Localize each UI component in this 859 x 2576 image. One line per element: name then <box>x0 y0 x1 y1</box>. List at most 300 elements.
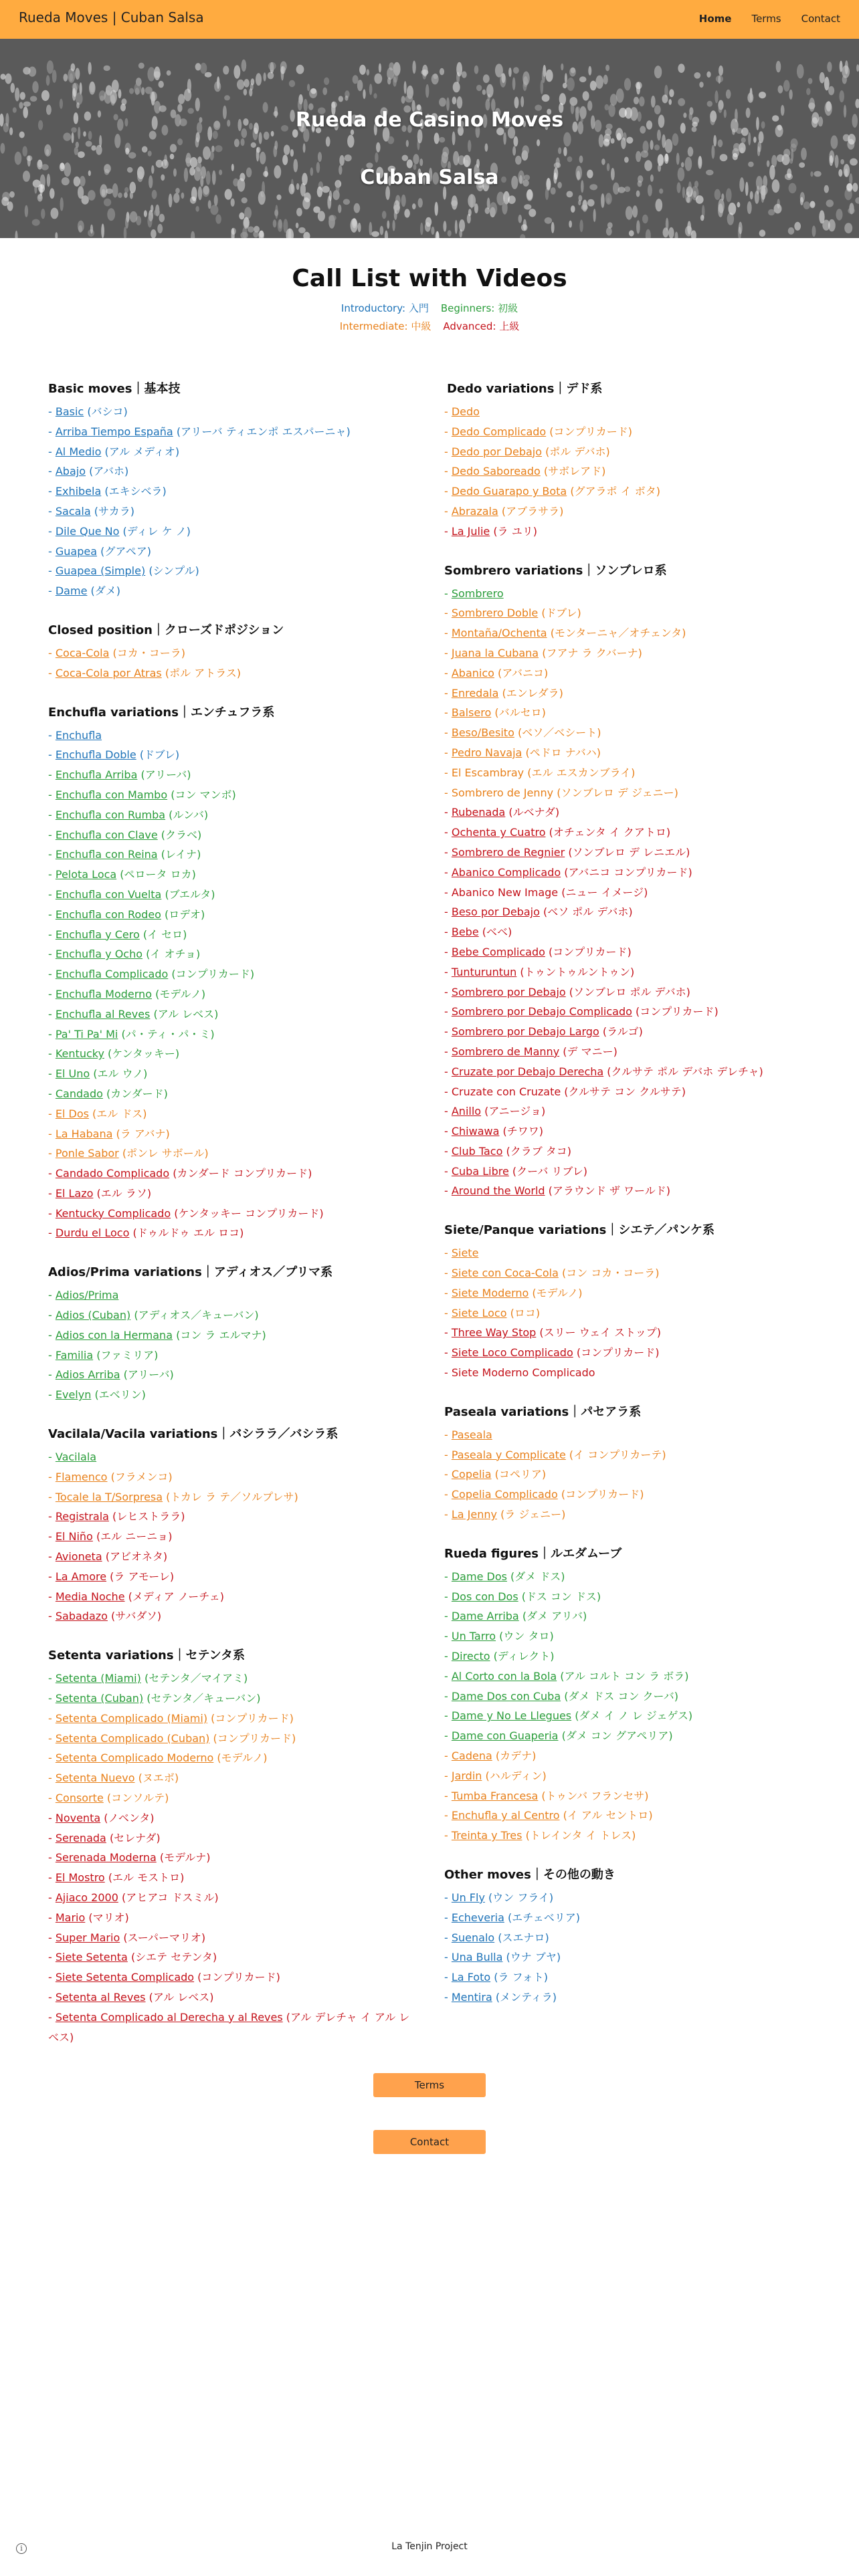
move-item <box>444 481 811 502</box>
move-link-una-bulla[interactable]: Una Bulla <box>451 1951 503 1964</box>
contact-button[interactable]: Contact <box>373 2130 486 2154</box>
move-reading: (サバダソ) <box>111 1610 162 1623</box>
list-dash: - <box>48 788 56 801</box>
move-reading: (ニュー イメージ) <box>561 885 648 899</box>
move-link-setenta-complicado-miami[interactable]: Setenta Complicado (Miami) <box>55 1711 208 1725</box>
move-link-suenalo[interactable]: Suenalo <box>451 1931 495 1944</box>
move-link-bebe[interactable]: Bebe <box>451 926 479 939</box>
move-item <box>444 783 811 803</box>
move-item <box>48 905 415 925</box>
move-link-dedo-guarapo-y-bota[interactable]: Dedo Guarapo y Bota <box>451 485 567 498</box>
move-link-enchufla-con-rodeo[interactable]: Enchufla con Rodeo <box>55 907 161 921</box>
move-link-noventa[interactable]: Noventa <box>55 1811 101 1824</box>
move-link-sombrero-de-jenny: Sombrero de Jenny <box>451 786 554 799</box>
move-link-dame-arriba[interactable]: Dame Arriba <box>451 1610 519 1623</box>
move-link-el-uno[interactable]: El Uno <box>55 1067 90 1081</box>
move-item <box>444 1908 811 1928</box>
move-reading: (スエナロ) <box>498 1931 549 1944</box>
move-item <box>48 643 415 663</box>
move-link-dame-dos[interactable]: Dame Dos <box>451 1570 507 1583</box>
move-link-mentira[interactable]: Mentira <box>451 1990 492 2004</box>
move-link-candado[interactable]: Candado <box>55 1087 103 1100</box>
move-reading: (サボレアド) <box>543 465 606 478</box>
move-reading: (エベリン) <box>94 1388 146 1402</box>
list-dash: - <box>48 1772 56 1785</box>
move-link-copelia-complicado[interactable]: Copelia Complicado <box>451 1488 558 1501</box>
move-link-abanico-new-image: Abanico New Image <box>451 885 559 899</box>
move-reading: (チワワ) <box>502 1125 543 1138</box>
list-dash: - <box>48 1186 56 1200</box>
move-link-vacilala[interactable]: Vacilala <box>55 1451 97 1464</box>
list-dash: - <box>444 627 452 640</box>
move-reading: (ディレ ケ ノ) <box>122 524 191 538</box>
move-link-coca-cola-por-atras[interactable]: Coca-Cola por Atras <box>55 666 162 679</box>
move-reading: (ファミリア) <box>96 1348 159 1362</box>
move-link-sombrero[interactable]: Sombrero <box>451 586 504 600</box>
list-dash: - <box>444 1891 452 1904</box>
move-link-enchufla-doble[interactable]: Enchufla Doble <box>55 748 136 762</box>
move-reading: (クルサテ コン クルサテ) <box>564 1085 686 1098</box>
move-reading: (イ オチョ) <box>146 948 201 961</box>
move-link-club-taco[interactable]: Club Taco <box>451 1144 503 1158</box>
move-link-siete-moderno[interactable]: Siete Moderno <box>451 1286 529 1299</box>
info-icon[interactable]: i <box>16 2543 27 2554</box>
move-link-consorte[interactable]: Consorte <box>55 1792 104 1805</box>
move-link-familia[interactable]: Familia <box>55 1348 94 1362</box>
move-reading: (ロデオ) <box>165 907 205 921</box>
list-dash: - <box>48 1731 56 1745</box>
move-item <box>48 825 415 845</box>
move-link-el-lazo[interactable]: El Lazo <box>55 1186 94 1200</box>
move-item <box>48 581 415 601</box>
list-dash: - <box>48 1811 56 1824</box>
list-dash: - <box>444 1065 452 1078</box>
move-link-flamenco[interactable]: Flamenco <box>55 1470 108 1483</box>
move-item <box>444 1888 811 1908</box>
move-reading: (エンレダラ) <box>502 686 563 700</box>
list-dash: - <box>48 1510 56 1523</box>
move-link-bebe-complicado[interactable]: Bebe Complicado <box>451 945 545 958</box>
move-reading: (エチェベリア) <box>507 1911 580 1924</box>
list-dash: - <box>48 828 56 841</box>
move-link-setenta-al-reves[interactable]: Setenta al Reves <box>55 1990 146 2004</box>
move-item <box>48 442 415 462</box>
move-link-adios-con-la-hermana[interactable]: Adios con la Hermana <box>55 1328 173 1341</box>
move-link-balsero[interactable]: Balsero <box>451 706 492 720</box>
list-dash: - <box>48 1751 56 1765</box>
list-dash: - <box>444 1669 452 1683</box>
level-legend-row-2 <box>0 319 859 333</box>
move-link-paseala[interactable]: Paseala <box>451 1428 492 1441</box>
move-link-abajo[interactable]: Abajo <box>55 465 86 478</box>
move-link-tumba-francesa[interactable]: Tumba Francesa <box>451 1789 539 1802</box>
move-reading: (モデルナ) <box>159 1851 211 1864</box>
move-link-tocale-la-t-sorpresa[interactable]: Tocale la T/Sorpresa <box>55 1490 163 1503</box>
section-heading: Dedo variations｜デド系 <box>447 382 603 396</box>
move-item <box>48 765 415 785</box>
move-reading: (アバホ) <box>89 465 129 478</box>
move-item <box>444 723 811 743</box>
move-item <box>444 1303 811 1323</box>
move-link-sombrero-por-debajo[interactable]: Sombrero por Debajo <box>451 985 566 998</box>
list-dash: - <box>48 1167 56 1180</box>
move-link-avioneta[interactable]: Avioneta <box>55 1550 102 1564</box>
move-link-enchufla-con-reina[interactable]: Enchufla con Reina <box>55 848 158 861</box>
section-enchufla-variations <box>48 705 415 1244</box>
move-link-siete-setenta[interactable]: Siete Setenta <box>55 1951 128 1964</box>
move-link-el-mostro[interactable]: El Mostro <box>55 1871 105 1885</box>
move-link-adios-cuban[interactable]: Adios (Cuban) <box>55 1309 131 1322</box>
list-dash: - <box>48 1047 56 1061</box>
move-link-dedo-por-debajo[interactable]: Dedo por Debajo <box>451 445 543 458</box>
move-reading: (クーバ リブレ) <box>512 1164 588 1178</box>
list-dash: - <box>444 1650 452 1663</box>
move-reading: (ケンタッキー) <box>108 1047 180 1061</box>
level-legend-row-1 <box>0 301 859 315</box>
move-link-abanico[interactable]: Abanico <box>451 666 494 679</box>
move-link-enchufla-y-al-centro[interactable]: Enchufla y al Centro <box>451 1809 560 1822</box>
move-link-pa-ti-pa-mi[interactable]: Pa' Ti Pa' Mi <box>55 1027 118 1041</box>
list-dash: - <box>48 848 56 861</box>
move-link-sabadazo[interactable]: Sabadazo <box>55 1610 108 1623</box>
move-link-enchufla-y-ocho[interactable]: Enchufla y Ocho <box>55 948 143 961</box>
move-link-siete-loco[interactable]: Siete Loco <box>451 1306 507 1319</box>
move-link-adios-arriba[interactable]: Adios Arriba <box>55 1368 120 1382</box>
move-link-candado-complicado[interactable]: Candado Complicado <box>55 1167 170 1180</box>
move-item <box>48 925 415 945</box>
move-reading: (ソンブレロ デ ジェニー) <box>557 786 678 799</box>
list-dash: - <box>444 1789 452 1802</box>
move-link-la-julie[interactable]: La Julie <box>451 524 490 538</box>
move-link-al-corto-con-la-bola[interactable]: Al Corto con la Bola <box>451 1669 557 1683</box>
move-reading: (エル モストロ) <box>108 1871 185 1885</box>
move-reading: (モンターニャ／オチェンタ) <box>550 627 686 640</box>
move-reading: (ベベ) <box>482 926 512 939</box>
move-item <box>444 1706 811 1726</box>
move-item <box>444 1263 811 1283</box>
legend-beginners: Beginners: 初級 <box>440 302 518 314</box>
move-link-treinta-y-tres[interactable]: Treinta y Tres <box>451 1829 522 1842</box>
move-link-la-jenny[interactable]: La Jenny <box>451 1508 497 1521</box>
list-dash: - <box>444 1729 452 1743</box>
move-reading: (クルサテ ポル デバホ デレチャ) <box>607 1065 763 1078</box>
move-item <box>48 1828 415 1848</box>
move-link-pelota-loca[interactable]: Pelota Loca <box>55 868 117 881</box>
move-reading: (ソンブレロ デ レニエル) <box>568 845 690 859</box>
move-item <box>444 584 811 604</box>
move-link-dedo-saboreado[interactable]: Dedo Saboreado <box>451 465 541 478</box>
move-link-around-the-world[interactable]: Around the World <box>451 1184 545 1198</box>
move-item <box>48 1084 415 1104</box>
move-link-ochenta-y-cuatro[interactable]: Ochenta y Cuatro <box>451 826 546 839</box>
move-item <box>48 461 415 481</box>
move-item <box>444 703 811 723</box>
move-reading: (マリオ) <box>88 1911 129 1924</box>
move-item <box>48 522 415 542</box>
section-adios-prima-variations <box>48 1265 415 1405</box>
section-rueda-figures <box>444 1546 811 1846</box>
move-link-enchufla-con-rumba[interactable]: Enchufla con Rumba <box>55 808 166 821</box>
move-link-mario[interactable]: Mario <box>55 1911 86 1924</box>
move-link-beso-por-debajo[interactable]: Beso por Debajo <box>451 905 540 919</box>
move-link-adios-prima[interactable]: Adios/Prima <box>55 1289 119 1302</box>
move-item <box>48 502 415 522</box>
move-link-serenada[interactable]: Serenada <box>55 1831 106 1844</box>
move-link-setenta-complicado-al-derecha-y-al-reves[interactable]: Setenta Complicado al Derecha y al Reves <box>55 2010 283 2024</box>
move-link-dos-con-dos[interactable]: Dos con Dos <box>451 1590 518 1603</box>
move-link-abanico-complicado[interactable]: Abanico Complicado <box>451 865 561 879</box>
move-link-dame-y-no-le-llegues[interactable]: Dame y No Le Llegues <box>451 1709 572 1723</box>
move-link-enchufla-moderno[interactable]: Enchufla Moderno <box>55 987 152 1000</box>
move-link-jardin[interactable]: Jardin <box>451 1769 482 1782</box>
move-link-kentucky[interactable]: Kentucky <box>55 1047 104 1061</box>
section-siete-panque-variations <box>444 1222 811 1383</box>
list-dash: - <box>48 1530 56 1543</box>
move-link-coca-cola[interactable]: Coca-Cola <box>55 646 110 659</box>
hero-title: Rueda de Casino Moves <box>295 108 564 132</box>
move-link-sombrero-de-manny[interactable]: Sombrero de Manny <box>451 1045 560 1058</box>
list-dash: - <box>48 2010 56 2024</box>
move-item <box>444 1181 811 1201</box>
move-link-arriba-tiempo-espa-a[interactable]: Arriba Tiempo España <box>55 425 173 438</box>
move-link-guapea-simple[interactable]: Guapea (Simple) <box>55 564 146 578</box>
move-link-un-fly[interactable]: Un Fly <box>451 1891 485 1904</box>
hero-banner <box>0 39 859 238</box>
move-reading: (エル ウノ) <box>93 1067 148 1081</box>
move-link-sombrero-doble[interactable]: Sombrero Doble <box>451 607 539 620</box>
move-item <box>444 1646 811 1667</box>
list-dash: - <box>48 1027 56 1041</box>
move-link-three-way-stop[interactable]: Three Way Stop <box>451 1326 537 1339</box>
list-dash: - <box>444 1045 452 1058</box>
move-link-abrazala[interactable]: Abrazala <box>451 504 498 518</box>
section-other-moves <box>444 1867 811 2008</box>
move-link-sombrero-por-debajo-complicado[interactable]: Sombrero por Debajo Complicado <box>451 1005 632 1018</box>
move-reading: (ペドロ ナバハ) <box>525 746 601 759</box>
list-dash: - <box>444 1570 452 1583</box>
move-link-cadena[interactable]: Cadena <box>451 1749 492 1763</box>
move-link-media-noche[interactable]: Media Noche <box>55 1590 125 1603</box>
move-item <box>444 502 811 522</box>
move-item <box>48 663 415 683</box>
move-reading: (カンダード) <box>106 1087 168 1100</box>
move-reading: (アヒアコ ドスミル) <box>121 1891 219 1904</box>
move-link-al-medio[interactable]: Al Medio <box>55 445 102 458</box>
move-link-setenta-complicado-moderno[interactable]: Setenta Complicado Moderno <box>55 1751 214 1765</box>
move-link-el-ni-o[interactable]: El Niño <box>55 1530 93 1543</box>
list-dash: - <box>48 1590 56 1603</box>
move-link-rubenada[interactable]: Rubenada <box>451 806 506 819</box>
move-item <box>48 726 415 746</box>
move-link-super-mario[interactable]: Super Mario <box>55 1931 120 1944</box>
move-link-setenta-miami[interactable]: Setenta (Miami) <box>55 1672 141 1685</box>
list-dash: - <box>444 845 452 859</box>
move-link-un-tarro[interactable]: Un Tarro <box>451 1630 496 1643</box>
list-dash: - <box>444 1809 452 1822</box>
move-reading: (スーパーマリオ) <box>123 1931 206 1944</box>
move-link-serenada-moderna[interactable]: Serenada Moderna <box>55 1851 157 1864</box>
list-dash: - <box>444 485 452 498</box>
move-link-registrala[interactable]: Registrala <box>55 1510 109 1523</box>
move-link-evelyn[interactable]: Evelyn <box>55 1388 92 1402</box>
move-reading: (ラ アモーレ) <box>110 1570 175 1583</box>
move-item <box>48 1144 415 1164</box>
move-reading: (ポル アトラス) <box>165 666 241 679</box>
move-item <box>444 1766 811 1786</box>
list-dash: - <box>444 706 452 720</box>
move-link-ajiaco-2000[interactable]: Ajiaco 2000 <box>55 1891 118 1904</box>
move-item <box>444 1667 811 1687</box>
move-link-enchufla-con-vuelta[interactable]: Enchufla con Vuelta <box>55 887 162 901</box>
move-link-enchufla-complicado[interactable]: Enchufla Complicado <box>55 968 169 981</box>
move-reading: (カデナ) <box>495 1749 537 1763</box>
move-reading: (サカラ) <box>94 504 134 518</box>
move-link-dame-dos-con-cuba[interactable]: Dame Dos con Cuba <box>451 1689 561 1703</box>
move-reading: (コンプリカード) <box>636 1005 719 1018</box>
list-dash: - <box>48 1931 56 1944</box>
section-vacilala-vacila-variations <box>48 1426 415 1626</box>
list-dash: - <box>444 1247 452 1260</box>
move-link-el-dos[interactable]: El Dos <box>55 1107 89 1120</box>
move-link-siete-setenta-complicado[interactable]: Siete Setenta Complicado <box>55 1971 195 1984</box>
move-link-dile-que-no[interactable]: Dile Que No <box>55 524 120 538</box>
nav-home[interactable]: Home <box>698 13 732 25</box>
move-link-sombrero-de-regnier[interactable]: Sombrero de Regnier <box>451 845 565 859</box>
move-link-dedo-complicado[interactable]: Dedo Complicado <box>451 425 547 438</box>
move-link-cuba-libre[interactable]: Cuba Libre <box>451 1164 509 1178</box>
list-dash: - <box>444 965 452 978</box>
move-link-monta-a-ochenta[interactable]: Montaña/Ochenta <box>451 627 547 640</box>
nav-contact[interactable]: Contact <box>801 13 840 25</box>
list-dash: - <box>444 1488 452 1501</box>
move-link-anillo[interactable]: Anillo <box>451 1105 482 1118</box>
move-link-juana-la-cubana[interactable]: Juana la Cubana <box>451 646 539 659</box>
list-dash: - <box>48 1289 56 1302</box>
move-item <box>444 843 811 863</box>
move-link-la-habana[interactable]: La Habana <box>55 1127 113 1140</box>
move-item <box>444 1082 811 1102</box>
move-reading: (モデルノ) <box>155 987 206 1000</box>
move-link-siete[interactable]: Siete <box>451 1247 479 1260</box>
move-reading: (アビオネタ) <box>105 1550 168 1564</box>
move-link-pedro-navaja[interactable]: Pedro Navaja <box>451 746 522 759</box>
move-link-sacala[interactable]: Sacala <box>55 504 91 518</box>
move-link-enchufla-y-cero[interactable]: Enchufla y Cero <box>55 928 140 941</box>
right-column <box>444 381 811 2029</box>
list-dash: - <box>444 586 452 600</box>
move-link-chiwawa[interactable]: Chiwawa <box>451 1125 500 1138</box>
list-dash: - <box>444 1085 452 1098</box>
section-heading: Basic moves｜基本技 <box>48 382 181 396</box>
move-link-enchufla-con-clave[interactable]: Enchufla con Clave <box>55 828 158 841</box>
move-item <box>48 1748 415 1768</box>
list-dash: - <box>444 786 452 799</box>
move-link-setenta-cuban[interactable]: Setenta (Cuban) <box>55 1692 144 1705</box>
move-reading: (ドブレ) <box>139 748 180 762</box>
move-link-dame-con-guaperia[interactable]: Dame con Guaperia <box>451 1729 559 1743</box>
move-link-la-foto[interactable]: La Foto <box>451 1971 491 1984</box>
move-reading: (コンプリカード) <box>211 1711 294 1725</box>
move-reading: (コンプリカード) <box>576 1346 660 1360</box>
move-link-echeveria[interactable]: Echeveria <box>451 1911 504 1924</box>
move-link-dame[interactable]: Dame <box>55 584 88 598</box>
legend-introductory: Introductory: 入門 <box>341 302 429 314</box>
list-dash: - <box>444 607 452 620</box>
move-link-enchufla[interactable]: Enchufla <box>55 728 102 742</box>
move-item <box>444 1062 811 1082</box>
move-reading: (フラメンコ) <box>110 1470 173 1483</box>
list-dash: - <box>444 1630 452 1643</box>
move-reading: (ハルディン) <box>485 1769 547 1782</box>
move-link-ponle-sabor[interactable]: Ponle Sabor <box>55 1147 119 1160</box>
move-link-copelia[interactable]: Copelia <box>451 1468 492 1481</box>
move-link-enchufla-arriba[interactable]: Enchufla Arriba <box>55 768 138 782</box>
move-item <box>444 1967 811 1988</box>
move-link-siete-con-coca-cola[interactable]: Siete con Coca-Cola <box>451 1267 559 1280</box>
list-dash: - <box>444 1105 452 1118</box>
move-link-enchufla-al-reves[interactable]: Enchufla al Reves <box>55 1007 151 1021</box>
nav-terms[interactable]: Terms <box>751 13 781 25</box>
list-dash: - <box>444 1990 452 2004</box>
move-link-beso-besito[interactable]: Beso/Besito <box>451 726 514 740</box>
move-item <box>444 1283 811 1303</box>
move-link-setenta-complicado-cuban[interactable]: Setenta Complicado (Cuban) <box>55 1731 210 1745</box>
move-item <box>48 1888 415 1908</box>
move-item <box>48 1385 415 1405</box>
move-link-la-amore[interactable]: La Amore <box>55 1570 107 1583</box>
move-item <box>444 603 811 623</box>
move-link-setenta-nuevo[interactable]: Setenta Nuevo <box>55 1772 135 1785</box>
move-link-cruzate-por-debajo-derecha[interactable]: Cruzate por Debajo Derecha <box>451 1065 604 1078</box>
move-reading: (セテンタ／キューバン) <box>147 1692 261 1705</box>
move-link-exhibela[interactable]: Exhibela <box>55 485 102 498</box>
move-link-kentucky-complicado[interactable]: Kentucky Complicado <box>55 1206 171 1220</box>
move-link-siete-loco-complicado[interactable]: Siete Loco Complicado <box>451 1346 573 1360</box>
move-link-directo[interactable]: Directo <box>451 1650 490 1663</box>
move-link-guapea[interactable]: Guapea <box>55 544 98 558</box>
move-link-dedo[interactable]: Dedo <box>451 405 480 418</box>
list-dash: - <box>444 504 452 518</box>
list-dash: - <box>48 666 56 679</box>
list-dash: - <box>444 1769 452 1782</box>
move-link-basic[interactable]: Basic <box>55 405 84 418</box>
move-item <box>444 1465 811 1485</box>
move-item <box>444 902 811 922</box>
move-link-durdu-el-loco[interactable]: Durdu el Loco <box>55 1226 130 1240</box>
move-reading: (ベソ ポル デバホ) <box>543 905 633 919</box>
move-item <box>444 962 811 982</box>
move-link-enchufla-con-mambo[interactable]: Enchufla con Mambo <box>55 788 168 801</box>
list-dash: - <box>48 524 56 538</box>
move-item <box>444 823 811 843</box>
list-dash: - <box>48 928 56 941</box>
move-item <box>48 1365 415 1385</box>
move-link-enredala[interactable]: Enredala <box>451 686 499 700</box>
move-link-paseala-y-complicate[interactable]: Paseala y Complicate <box>451 1448 566 1461</box>
list-dash: - <box>444 666 452 679</box>
move-link-tunturuntun[interactable]: Tunturuntun <box>451 965 517 978</box>
move-item <box>48 845 415 865</box>
move-item <box>48 1947 415 1967</box>
move-item <box>48 542 415 562</box>
move-link-sombrero-por-debajo-largo[interactable]: Sombrero por Debajo Largo <box>451 1025 599 1039</box>
move-reading: (コンプリカード) <box>197 1971 280 1984</box>
terms-button[interactable]: Terms <box>373 2073 486 2097</box>
move-item <box>444 1323 811 1343</box>
site-title[interactable]: Rueda Moves | Cuban Salsa <box>19 9 204 25</box>
list-dash: - <box>444 945 452 958</box>
list-dash: - <box>48 1206 56 1220</box>
